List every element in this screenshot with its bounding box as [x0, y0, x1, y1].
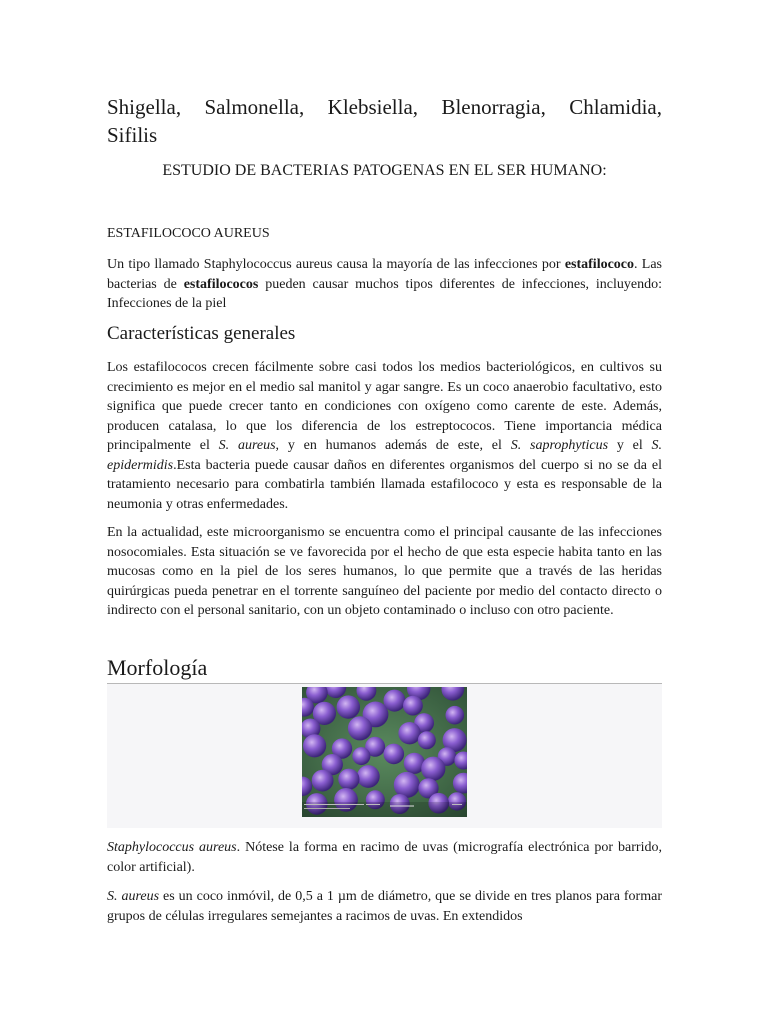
figure-caption: Staphylococcus aureus. Nótese la forma en racimo de uvas (micrografía electrónica por barrido, color artificial).	[107, 840, 662, 875]
paragraph-morfologia: S. aureus es un coco inmóvil, de 0,5 a 1 µm de diámetro, que se divide en tres planos para formar grupos de células irregulares semejantes a racimos de uvas. En extendidos	[107, 889, 662, 924]
document-title	[107, 93, 662, 149]
title-line-1: Shigella, Salmonella, Klebsiella, Blenorragia, Chlamidia,	[107, 95, 662, 119]
heading-morfologia: Morfología	[107, 654, 662, 684]
paragraph-actualidad: En la actualidad, este microorganismo se encuentra como el principal causante de las infecciones nosocomiales. Esta situación se ve favorecida por el hecho de que esta especie habita tanto en las mucosas como en la piel de los seres humanos, lo que permite que a través de las heridas quirúrgicas pueda penetrar en el torrente sanguíneo del paciente por medio del contacto directo o indirecto con el personal sanitario, con un objeto contaminado o incluso con otro paciente.	[107, 525, 662, 618]
heading-caracteristicas: Características generales	[107, 323, 296, 344]
document-subtitle: ESTUDIO DE BACTERIAS PATOGENAS EN EL SER HUMANO:	[162, 162, 607, 179]
micrograph-image	[302, 687, 467, 817]
title-line-2: Sifilis	[107, 123, 158, 147]
paragraph-caracteristicas: Los estafilococos crecen fácilmente sobre casi todos los medios bacteriológicos, en cultivos su crecimiento es mejor en el medio sal manitol y agar sangre. Es un coco anaerobio facultativo, esto significa que puede crecer tanto en condiciones con oxígeno como carente de este. Además, producen catalasa, lo que los diferencia de los estreptococos. Tiene importancia médica principalmente el S. aureus, y en humanos además de este, el S. saprophyticus y el S. epidermidis.Esta bacteria puede causar daños en diferentes organismos del cuerpo si no se da el tratamiento necesario para combatirla también llamada estafilococo y esta es responsable de la neumonia y otras enfermedades.	[107, 360, 663, 512]
section-heading-estafilococo: ESTAFILOCOCO AUREUS	[107, 226, 270, 241]
figure-container	[107, 684, 662, 828]
paragraph-intro: Un tipo llamado Staphylococcus aureus causa la mayoría de las infecciones por estafilococo. Las bacterias de estafilococos pueden causar muchos tipos diferentes de infecciones, incluyendo: Infecciones de la piel	[107, 257, 662, 311]
